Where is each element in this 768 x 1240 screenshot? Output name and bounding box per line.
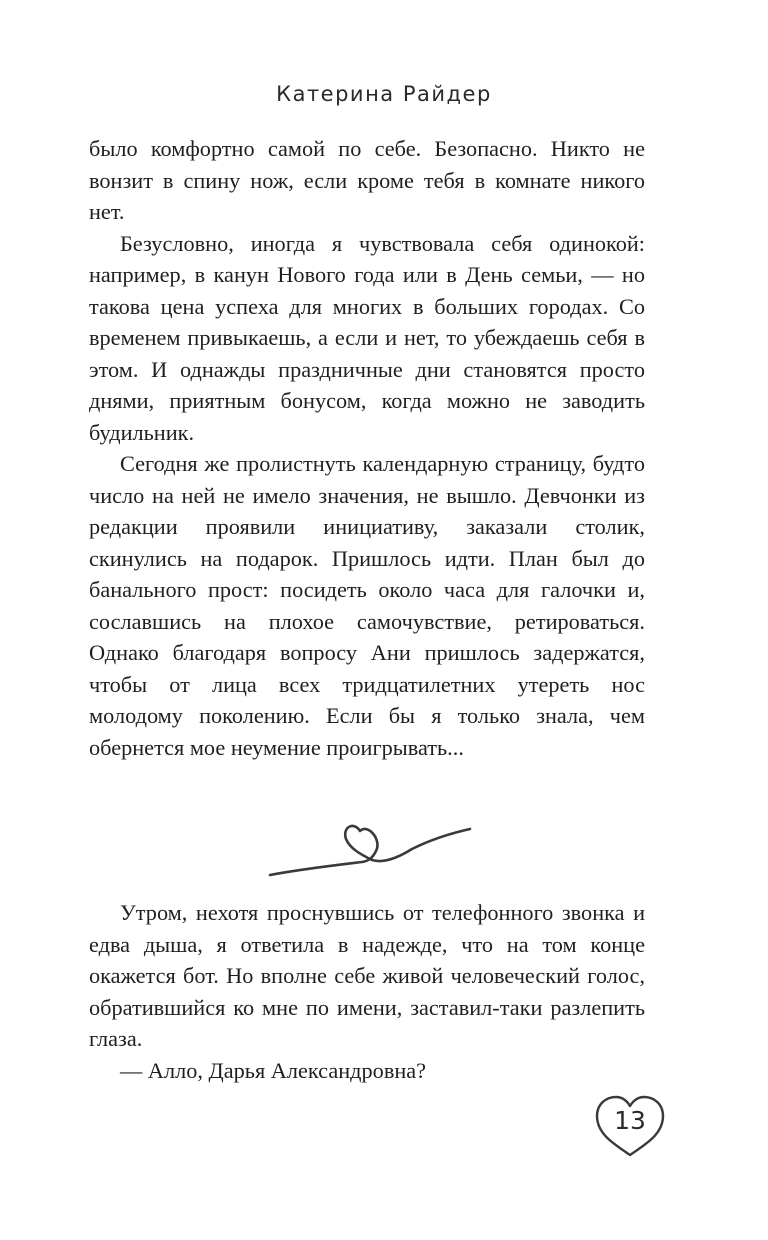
heart-divider-ornament xyxy=(262,815,476,885)
paragraph: было комфортно самой по себе. Безопасно. Никто не вонзит в спину нож, если кроме тебя в комнате никого нет. xyxy=(89,136,645,224)
body-text-part-two xyxy=(89,897,645,1086)
heart-swirl-icon xyxy=(262,815,476,885)
dialog-line: — Алло, Дарья Александровна? xyxy=(120,1057,427,1083)
page-header-author: Катерина Райдер xyxy=(276,82,492,106)
paragraph: Сегодня же пролистнуть календарную страницу, будто число на ней не имело значения, не вышло. Девчонки из редакции проявили инициативу, заказали столик, скинулись на подарок. Пришлось идти. План был до банального прост: посидеть около часа для галочки и, сославшись на плохое самочувствие, ретироваться. Однако благодаря вопросу Ани пришлось задержатся, чтобы от лица всех тридцатилетних утереть нос молодому поколению. Если бы я только знала, чем обернется мое неумение проигрывать... xyxy=(89,451,645,760)
page-number-badge xyxy=(592,1092,668,1160)
paragraph: Безусловно, иногда я чувствовала себя одинокой: например, в канун Нового года или в День семьи, — но такова цена успеха для многих в больших городах. Со временем привыкаешь, а если и нет, то убеждаешь себя в этом. И однажды праздничные дни становятся просто днями, приятным бонусом, когда можно не заводить будильник. xyxy=(89,230,645,445)
body-text-part-one xyxy=(89,133,645,763)
page-number: 13 xyxy=(614,1106,646,1135)
paragraph: Утром, нехотя проснувшись от телефонного звонка и едва дыша, я ответила в надежде, что на том конце окажется бот. Но вполне себе живой человеческий голос, обратившийся ко мне по имени, заставил-таки разлепить глаза. xyxy=(89,900,645,1051)
